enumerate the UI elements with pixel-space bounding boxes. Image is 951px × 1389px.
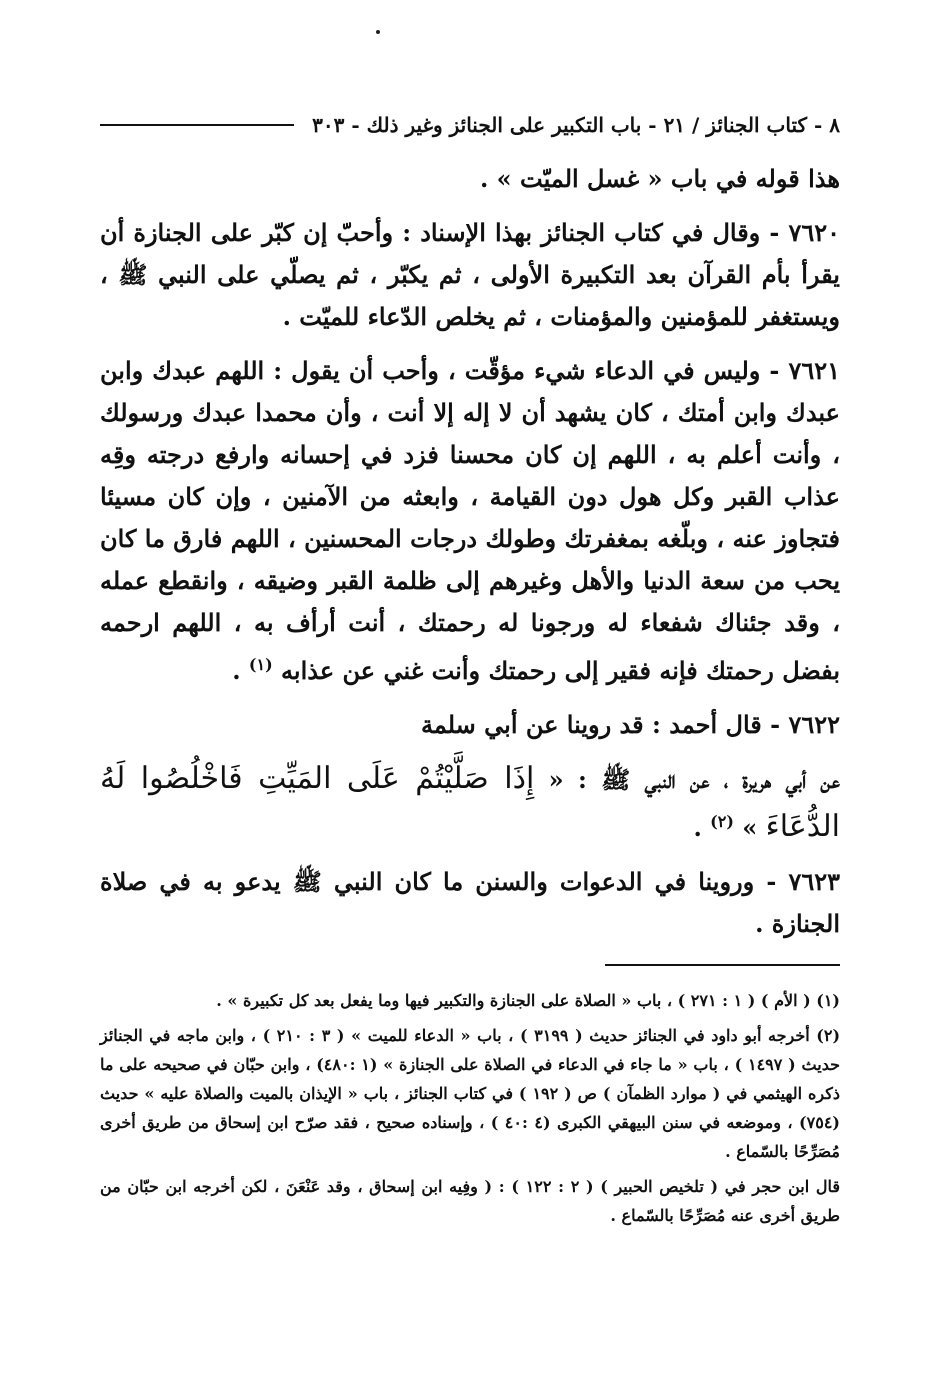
paragraph-hadith xyxy=(100,758,840,849)
footnote-rule xyxy=(605,964,840,966)
footnote-2: (٢) أخرجه أبو داود في الجنائز حديث ( ٣١٩٩ ) ، باب « الدعاء للميت » ( ٣ : ٢١٠ ) ، وابن ماجه في الجنائز حديث ( ١٤٩٧ ) ، باب « ما جاء في الدعاء في الصلاة على الجنازة » (١ :٤٨٠) ، وابن حبّان في صحيحه على ما ذكره الهيثمي في ( موارد الظمآن ) ص ( ١٩٢ ) في كتاب الجنائز ، باب « الإيذان بالميت والصلاة عليه » حديث (٧٥٤) ، وموضعه في سنن البيهقي الكبرى (٤ :٤٠ ) ، وإسناده صحيح ، فقد صرّح ابن إسحاق من طريق أخرى مُصَرِّحًا بالسّماع . xyxy=(100,1026,841,1161)
hadith-close: » xyxy=(733,813,758,842)
paragraph-7621 xyxy=(100,350,840,692)
hadith-quote: إِذَا صَلَّيْتُمْ عَلَى المَيِّتِ فَاخْلُصُوا لَهُ الدُّعَاءَ xyxy=(100,761,840,844)
header-rule xyxy=(100,124,294,126)
paragraph-7621-text: ٧٦٢١ - وليس في الدعاء شيء مؤقّت ، وأحب أن يقول : اللهم عبدك وابن عبدك وابن أمتك ، كان يشهد أن لا إله إلا أنت ، وأن محمدا عبدك ورسولك ، وأنت أعلم به ، اللهم إن كان محسنا فزد في إحسانه وارفع درجته وقِه عذاب القبر وكل هول دون القيامة ، وابعثه من الآمنين ، وإن كان مسيئا فتجاوز عنه ، وبلّغه بمغفرتك وطولك درجات المحسنين ، اللهم فارق ما كان يحب من سعة الدنيا والأهل وغيرهم إلى ظلمة القبر وضيقه ، وانقطع عمله ، وقد جئناك شفعاء له ورجونا له رحمتك ، أنت أرأف به ، اللهم ارحمه بفضل رحمتك فإنه فقير إلى رحمتك وأنت غني عن عذابه xyxy=(100,356,841,685)
header-text: ٨ - كتاب الجنائز / ٢١ - باب التكبير على الجنائز وغير ذلك - ٣٠٣ xyxy=(312,113,840,137)
paragraph-7621-end: . xyxy=(232,656,241,685)
footnote-1: (١) ( الأم ) ( ١ : ٢٧١ ) ، باب « الصلاة على الجنازة والتكبير فيها وما يفعل بعد كل تكبيرة » . xyxy=(216,991,840,1010)
paragraph-intro: هذا قوله في باب « غسل الميّت » . xyxy=(479,164,840,193)
hadith-intro: عن أبي هريرة ، عن النبي ﷺ : « xyxy=(534,765,840,794)
main-text xyxy=(100,158,840,957)
footnote-marker-1: (١) xyxy=(248,655,273,674)
running-header xyxy=(100,108,840,142)
paragraph-7620: ٧٦٢٠ - وقال في كتاب الجنائز بهذا الإسناد : وأحبّ إن كبّر على الجنازة أن يقرأ بأم القرآن بعد التكبيرة الأولى ، ثم يكبّر ، ثم يصلّي على النبي ﷺ ، ويستغفر للمؤمنين والمؤمنات ، ثم يخلص الدّعاء للميّت . xyxy=(100,218,840,331)
footnote-3: قال ابن حجر في ( تلخيص الحبير ) ( ٢ : ١٢٢ ) : ( وفِيه ابن إسحاق ، وقد عَنْعَنَ ، لكن أخرجه ابن حبّان من طريق أخرى عنه مُصَرِّحًا بالسّماع . xyxy=(100,1177,841,1225)
paragraph-7623: ٧٦٢٣ - وروينا في الدعوات والسنن ما كان النبي ﷺ يدعو به في صلاة الجنازة . xyxy=(100,867,840,938)
ink-dot xyxy=(376,30,380,34)
footnote-marker-2: (٢) xyxy=(710,812,734,831)
footnotes xyxy=(100,986,840,1236)
hadith-end: . xyxy=(693,813,702,842)
paragraph-7622: ٧٦٢٢ - قال أحمد : قد روينا عن أبي سلمة xyxy=(420,710,840,739)
